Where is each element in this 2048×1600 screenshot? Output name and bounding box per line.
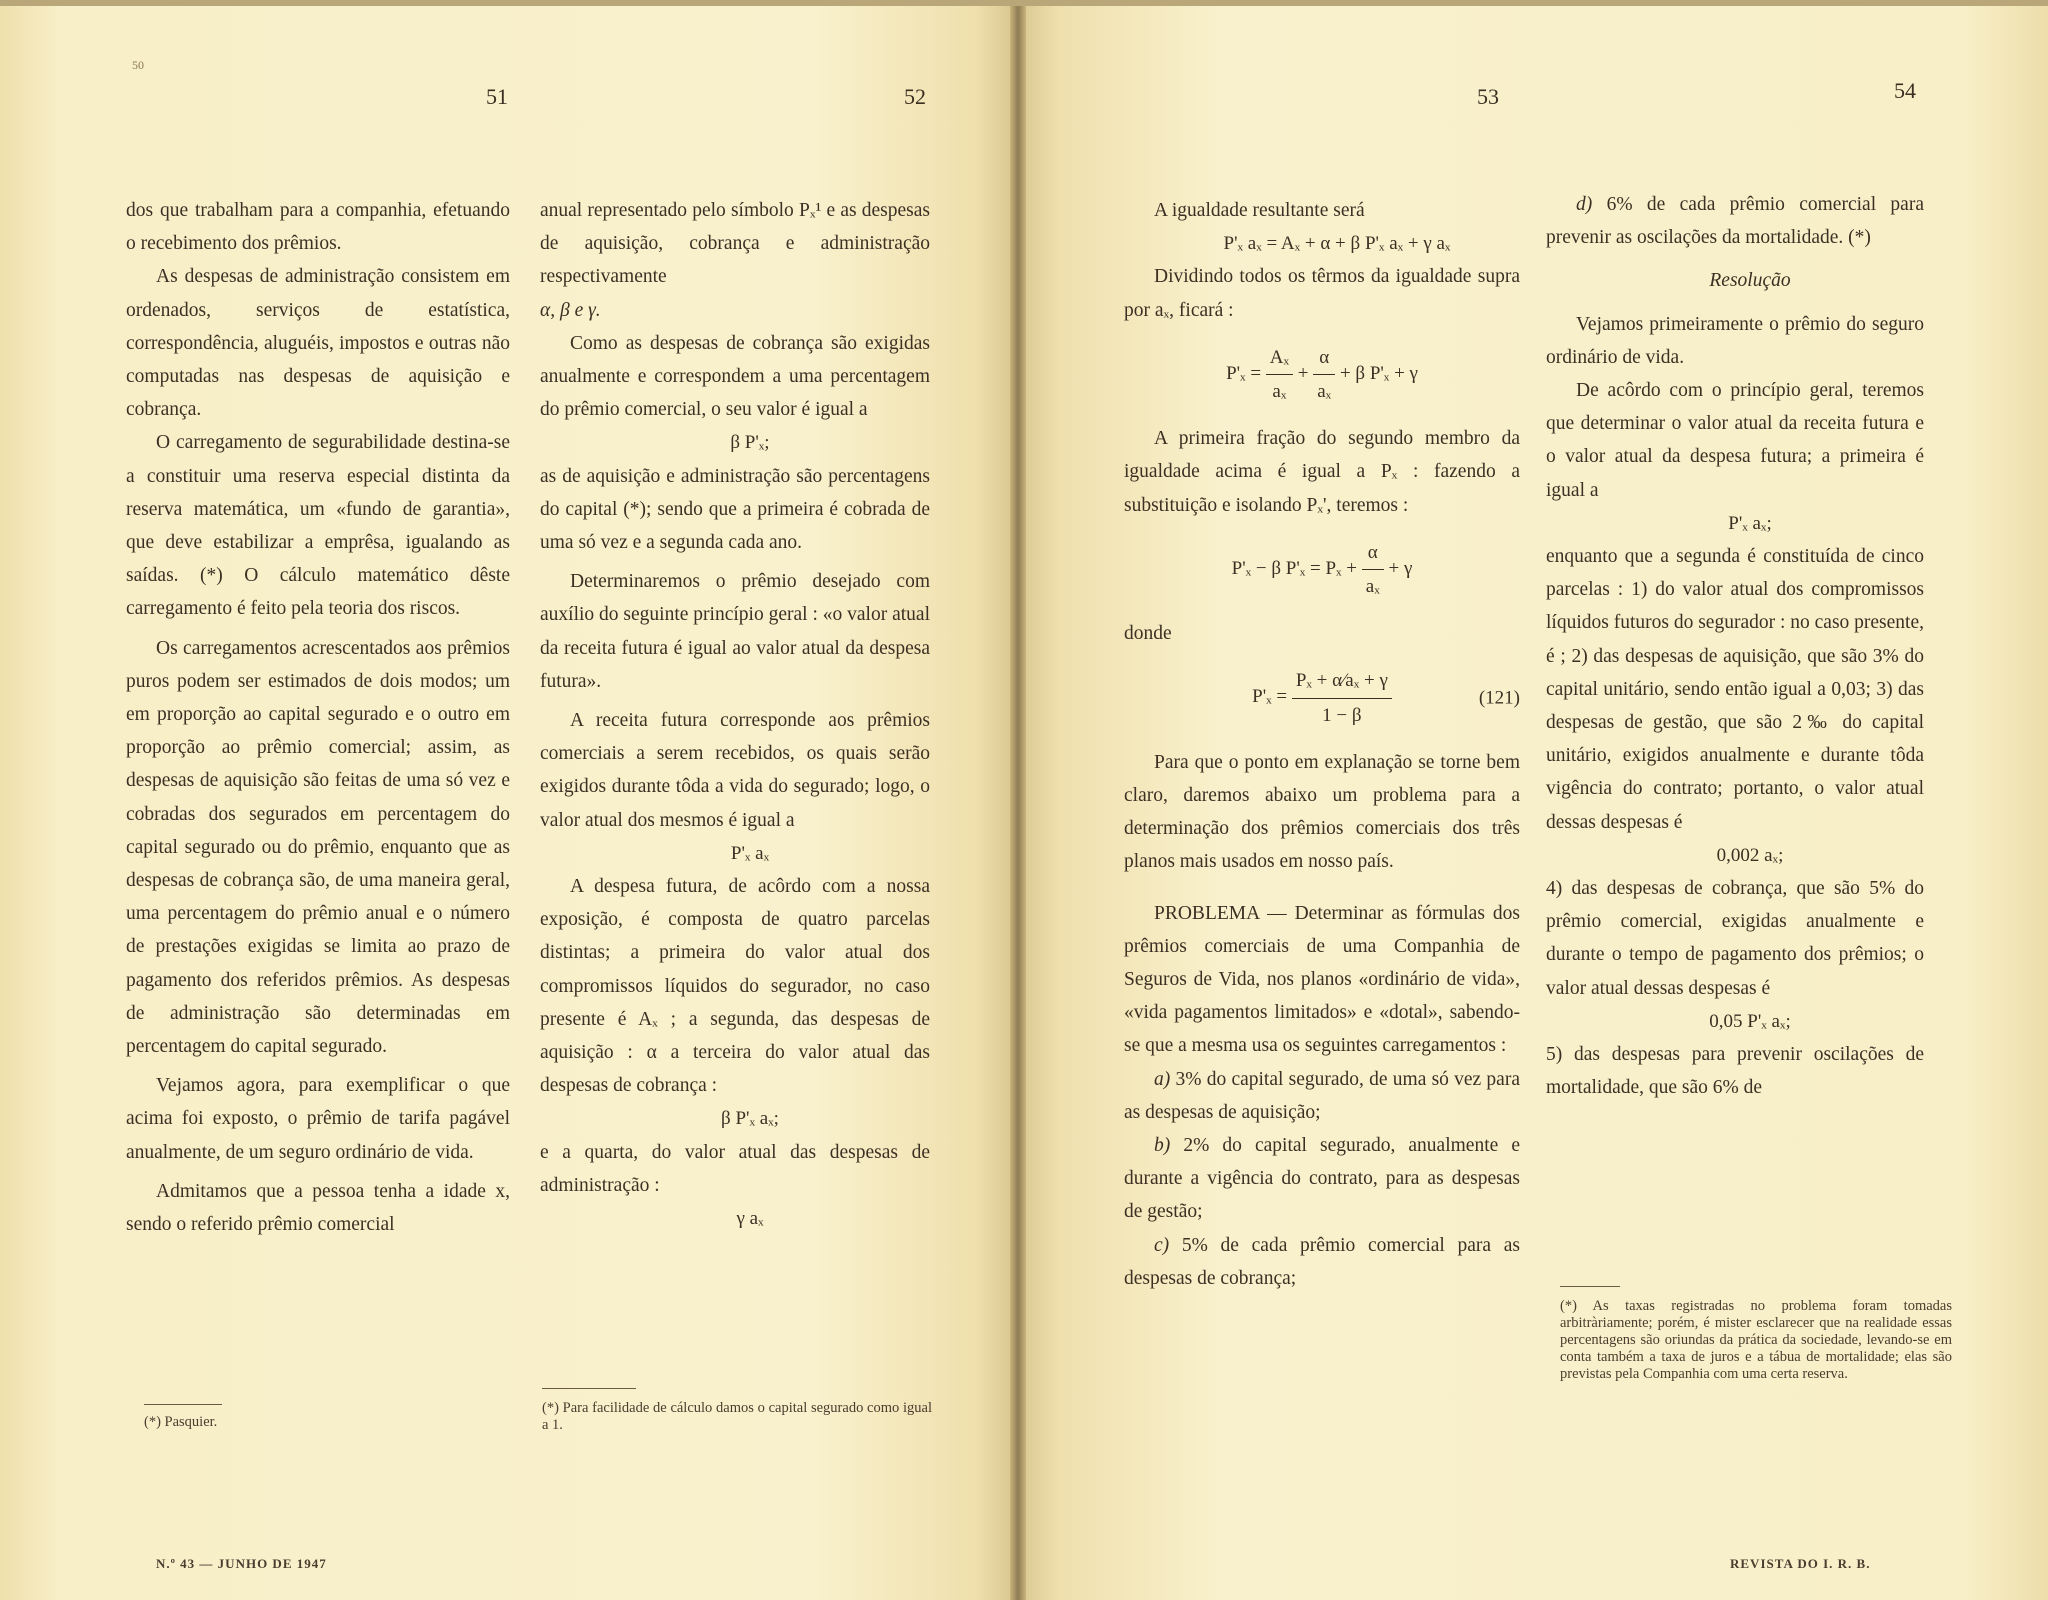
denominator: aₓ xyxy=(1317,381,1332,403)
fraction xyxy=(1362,536,1384,603)
fraction xyxy=(1292,664,1392,731)
paragraph: as de aquisição e administração são percentagens do capital (*); sendo que a primeira é cobrada de uma só vez e a segunda cada ano. xyxy=(540,465,930,554)
item-text: 2% do capital segurado, anualmente e durante a vigência do contrato, para as despesas de gestão; xyxy=(1124,1135,1521,1223)
footnote: (*) As taxas registradas no problema foram tomadas arbitràriamente; porém, é mister esclarecer que na realidade essas percentagens são oriundas da prática da sociedade, levando-se em conta também a taxa de juros e a tábua de mortalidade; elas são previstas pela Companhia com uma certa reserva. xyxy=(1560,1298,1952,1382)
greek-symbols: α, β e γ. xyxy=(540,299,601,321)
formula-block xyxy=(1124,536,1520,603)
paragraph: anual representado pelo símbolo Pₓ¹ e as despesas de aquisição, cobrança e administração respectivamente xyxy=(540,200,930,288)
paragraph: donde xyxy=(1124,623,1172,645)
formula: P'ₓ aₓ; xyxy=(1728,512,1772,534)
page-number-53: 53 xyxy=(1477,84,1499,109)
item-text: 3% do capital segurado, de uma só vez para as despesas de aquisição; xyxy=(1124,1068,1520,1123)
section-heading: Resolução xyxy=(1709,270,1791,292)
item-text: 5% de cada prêmio comercial para as despesas de cobrança; xyxy=(1124,1234,1521,1289)
footnote-rule xyxy=(144,1404,222,1405)
list-item xyxy=(1124,1063,1520,1129)
numerator: α xyxy=(1362,536,1384,570)
formula: P'ₓ aₓ = Aₓ + α + β P'ₓ aₓ + γ aₓ xyxy=(1223,233,1451,255)
page-number-52: 52 xyxy=(904,84,926,109)
formula: β P'ₓ aₓ; xyxy=(721,1108,779,1130)
item-label: b) xyxy=(1154,1135,1171,1157)
list-item xyxy=(1124,1229,1520,1295)
denominator: aₓ xyxy=(1272,381,1287,403)
page-54-column xyxy=(1546,188,1924,1104)
page-number-51: 51 xyxy=(486,84,508,109)
formula-lhs: P'ₓ = xyxy=(1226,362,1262,384)
formula-block-121 xyxy=(1124,664,1520,731)
gutter xyxy=(1010,0,1026,1600)
list-item xyxy=(1546,188,1924,254)
paragraph: 5) das despesas para prevenir oscilações de mortalidade, que são 6% de xyxy=(1546,1044,1924,1099)
formula-lhs: P'ₓ − β P'ₓ = Pₓ + xyxy=(1231,557,1358,579)
item-text: 6% de cada prêmio comercial para prevenir as oscilações da mortalidade. (*) xyxy=(1546,194,1924,249)
paragraph: A primeira fração do segundo membro da igualdade acima é igual a Pₓ : fazendo a substituição e isolando Pₓ', teremos : xyxy=(1124,428,1520,516)
footnote-rule xyxy=(542,1388,636,1389)
fraction xyxy=(1313,341,1335,408)
denominator: aₓ xyxy=(1365,576,1380,598)
numerator: Pₓ + α⁄aₓ + γ xyxy=(1292,664,1392,698)
paragraph: A receita futura corresponde aos prêmios comerciais a serem recebidos, os quais serão exigidos durante tôda a vida do segurado; logo, o valor atual dos mesmos é igual a xyxy=(540,710,930,831)
fraction xyxy=(1266,341,1293,408)
formula-lhs: P'ₓ = xyxy=(1252,686,1288,708)
top-edge xyxy=(0,0,2048,6)
formula: 0,05 P'ₓ aₓ; xyxy=(1709,1010,1791,1032)
paragraph: Como as despesas de cobrança são exigidas anualmente e correspondem a uma percentagem do prêmio comercial, o seu valor é igual a xyxy=(540,332,930,421)
page-52-column xyxy=(540,194,930,1235)
paragraph: enquanto que a segunda é constituída de cinco parcelas : 1) do valor atual dos compromissos líquidos futuros do segurador : no caso presente, é ; 2) das despesas de aquisição, que são 3% do capital unitário, sendo então igual a 0,03; 3) das despesas de gestão, que são 2‰ do capital unitário, exigidos anualmente e durante tôda vigência do contrato; portanto, o valor atual dessas despesas é xyxy=(1546,546,1925,833)
paragraph: e a quarta, do valor atual das despesas de administração : xyxy=(540,1141,930,1196)
paragraph: Determinaremos o prêmio desejado com auxílio do seguinte princípio geral : «o valor atual da receita futura é igual ao valor atual da despesa futura». xyxy=(540,571,930,692)
equation-number: (121) xyxy=(1478,687,1520,709)
item-label: c) xyxy=(1154,1234,1170,1256)
corner-mark: 50 xyxy=(132,58,144,72)
list-item xyxy=(1124,1129,1520,1229)
paragraph: Vejamos agora, para exemplificar o que acima foi exposto, o prêmio de tarifa pagável anualmente, de um seguro ordinário de vida. xyxy=(126,1075,510,1163)
paragraph: Para que o ponto em explanação se torne bem claro, daremos abaixo um problema para a determinação dos prêmios comerciais dos três planos mais usados em nosso país. xyxy=(1124,751,1520,873)
page-number-54: 54 xyxy=(1894,78,1916,103)
paragraph: 4) das despesas de cobrança, que são 5% do prêmio comercial, exigidas anualmente e durante o tempo de pagamento dos prêmios; o valor atual dessas despesas é xyxy=(1546,878,1924,999)
numerator: α xyxy=(1313,341,1335,375)
paragraph: Os carregamentos acrescentados aos prêmios puros podem ser estimados de dois modos; um em proporção ao capital segurado e o outro em proporção ao prêmio comercial; assim, as despesas de aquisição são feitas de uma só vez e cobradas dos segurados em percentagem do capital segurado ou do prêmio, enquanto que as despesas de cobrança são, de uma maneira geral, uma percentagem do prêmio anual e o número de prestações exigidas se limita ao prazo de pagamento dos referidos prêmios. As despesas de administração são determinadas em percentagem do capital segurado. xyxy=(126,637,510,1058)
paragraph: A despesa futura, de acôrdo com a nossa exposição, é composta de quatro parcelas distintas; a primeira do valor atual dos compromissos líquidos do segurador, no caso presente é Aₓ ; a segunda, das despesas de aquisição : α a terceira do valor atual das despesas de cobrança : xyxy=(540,876,930,1097)
formula: 0,002 aₓ; xyxy=(1716,844,1784,866)
formula-rest: + γ xyxy=(1388,557,1413,579)
footnote-rule xyxy=(1560,1286,1620,1287)
numerator: Aₓ xyxy=(1266,341,1293,375)
denominator: 1 − β xyxy=(1322,704,1362,726)
problem-paragraph xyxy=(1124,897,1520,1063)
formula-block xyxy=(1124,341,1520,408)
page-51-column xyxy=(126,194,510,1241)
footnote: (*) Para facilidade de cálculo damos o capital segurado como igual a 1. xyxy=(542,1400,932,1433)
paragraph: Dividindo todos os têrmos da igualdade supra por aₓ, ficará : xyxy=(1124,266,1520,321)
item-label: a) xyxy=(1154,1068,1171,1090)
item-label: d) xyxy=(1576,194,1593,215)
formula: P'ₓ aₓ xyxy=(730,842,770,864)
footnote: (*) Pasquier. xyxy=(144,1414,218,1430)
formula: β P'ₓ; xyxy=(730,432,770,454)
paragraph: A igualdade resultante será xyxy=(1154,200,1365,221)
formula: γ aₓ xyxy=(736,1208,764,1230)
operator: + xyxy=(1297,362,1309,384)
problem-text: — Determinar as fórmulas dos prêmios comerciais de uma Companhia de Seguros de Vida, nos planos «ordinário de vida», «vida pagamentos limitados» e «dotal», sabendo-se que a mesma usa os seguintes carregamentos : xyxy=(1124,902,1521,1057)
footer-journal: REVISTA DO I. R. B. xyxy=(1730,1556,1871,1571)
footer-issue: N.º 43 — JUNHO DE 1947 xyxy=(156,1556,327,1571)
paragraph: Admitamos que a pessoa tenha a idade x, sendo o referido prêmio comercial xyxy=(126,1180,510,1236)
paragraph: As despesas de administração consistem em ordenados, serviços de estatística, correspondência, aluguéis, impostos e outras não computadas nas despesas de aquisição e cobrança. xyxy=(126,266,510,421)
paragraph: Vejamos primeiramente o prêmio do seguro ordinário de vida. xyxy=(1546,313,1924,368)
page-53-column xyxy=(1124,194,1520,1295)
paragraph: dos que trabalham para a companhia, efetuando o recebimento dos prêmios. xyxy=(126,200,510,255)
paragraph: De acôrdo com o princípio geral, teremos que determinar o valor atual da receita futura e o valor atual da despesa futura; a primeira é igual a xyxy=(1546,380,1924,501)
formula-rest: + β P'ₓ + γ xyxy=(1339,362,1418,384)
paragraph: O carregamento de segurabilidade destina-se a constituir uma reserva especial distinta da reserva matemática, um «fundo de garantia», que deve estabilizar a emprêsa, igualando as saídas. (*) O cálculo matemático dêste carregamento é feito pela teoria dos riscos. xyxy=(126,432,510,620)
problem-label: PROBLEMA xyxy=(1154,902,1260,924)
